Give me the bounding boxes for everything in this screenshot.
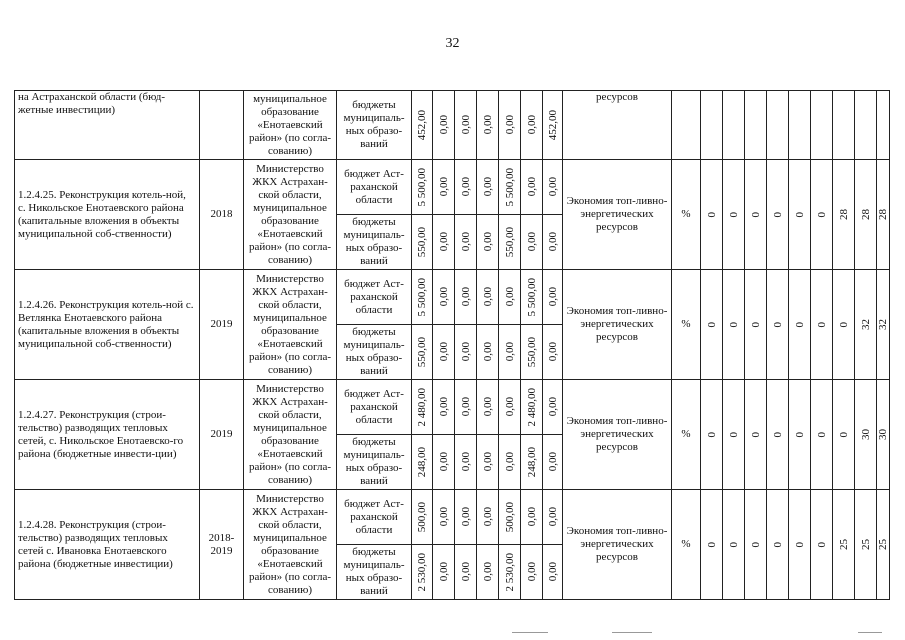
- indicator-cell: [789, 490, 811, 600]
- amount-cell-text: 0,00: [546, 452, 559, 472]
- indicator-cell-text: 32: [877, 319, 889, 330]
- indicator-cell: [767, 91, 789, 160]
- unit-cell: %: [672, 380, 701, 490]
- indicator-cell: [811, 270, 833, 380]
- measure-name-cell: 1.2.4.28. Реконструкция (строи-тельство) разводящих тепловых сетей с. Ивановка Енотаевского района (бюджетные инвестиции): [15, 490, 200, 600]
- indicator-cell-text: 0: [771, 321, 784, 328]
- amount-cell-text: 0,00: [503, 342, 516, 362]
- indicator-cell-text: 0: [705, 431, 718, 438]
- measure-name-cell: 1.2.4.27. Реконструкция (строи-тельство) разводящих тепловых сетей, с. Никольское Енотаевско-го района (бюджетные инвести-ции): [15, 380, 200, 490]
- measure-name-cell: на Астраханской области (бюд-жетные инвестиции): [15, 91, 200, 160]
- amount-cell: [455, 545, 477, 600]
- indicator-cell: [833, 380, 855, 490]
- indicator-cell: [745, 490, 767, 600]
- amount-cell: [521, 215, 543, 270]
- amount-cell-text: 0,00: [546, 177, 559, 197]
- amount-cell-text: 0,00: [459, 177, 472, 197]
- amount-cell: [433, 270, 455, 325]
- indicator-cell: [855, 91, 877, 160]
- amount-cell: [521, 380, 543, 435]
- amount-cell: [412, 545, 433, 600]
- amount-cell-text: 550,00: [525, 336, 538, 368]
- indicator-cell: [745, 91, 767, 160]
- amount-cell-text: 0,00: [437, 177, 450, 197]
- indicator-cell-text: 0: [771, 211, 784, 218]
- amount-cell-text: 248,00: [525, 446, 538, 478]
- indicator-cell-text: 0: [793, 211, 806, 218]
- indicator-cell: [811, 160, 833, 270]
- amount-cell-text: 0,00: [481, 232, 494, 252]
- amount-cell-text: 0,00: [503, 115, 516, 135]
- amount-cell: [412, 325, 433, 380]
- amount-cell-text: 0,00: [546, 507, 559, 527]
- indicator-cell: [855, 270, 877, 380]
- result-cell: ресурсов: [563, 91, 672, 160]
- funding-source-cell: бюджет Аст-раханской области: [337, 380, 412, 435]
- amount-cell: [521, 490, 543, 545]
- amount-cell-text: 5 500,00: [416, 277, 428, 317]
- indicator-cell-text: 0: [815, 541, 828, 548]
- funding-source-cell: бюджеты муниципаль-ных образо-ваний: [337, 215, 412, 270]
- amount-cell-text: 550,00: [503, 226, 516, 258]
- amount-cell: [521, 325, 543, 380]
- scan-artifact: [612, 632, 652, 633]
- amount-cell: [477, 545, 499, 600]
- indicator-cell: [877, 270, 890, 380]
- amount-cell: [499, 380, 521, 435]
- amount-cell: [412, 270, 433, 325]
- indicator-cell-text: 0: [749, 431, 762, 438]
- table-row: [15, 490, 890, 545]
- amount-cell: [477, 160, 499, 215]
- indicator-cell-text: 0: [749, 321, 762, 328]
- amount-cell: [499, 160, 521, 215]
- indicator-cell: [789, 270, 811, 380]
- amount-cell: [543, 435, 563, 490]
- amount-cell-text: 0,00: [481, 507, 494, 527]
- indicator-cell-text: 0: [837, 431, 850, 438]
- indicator-cell: [701, 490, 723, 600]
- amount-cell-text: 550,00: [416, 336, 428, 368]
- indicator-cell: [723, 490, 745, 600]
- unit-cell: %: [672, 490, 701, 600]
- amount-cell: [543, 545, 563, 600]
- amount-cell-text: 0,00: [546, 287, 559, 307]
- indicator-cell-text: 0: [793, 321, 806, 328]
- amount-cell: [433, 545, 455, 600]
- amount-cell: [543, 270, 563, 325]
- amount-cell-text: 0,00: [459, 507, 472, 527]
- amount-cell: [412, 91, 433, 160]
- indicator-cell-text: 0: [815, 321, 828, 328]
- scan-artifact: [512, 632, 548, 633]
- amount-cell-text: 2 480,00: [416, 387, 428, 427]
- indicator-cell: [701, 270, 723, 380]
- amount-cell-text: 0,00: [481, 397, 494, 417]
- indicator-cell-text: 0: [771, 431, 784, 438]
- indicator-cell: [855, 490, 877, 600]
- indicator-cell: [789, 160, 811, 270]
- amount-cell-text: 248,00: [416, 446, 428, 478]
- indicator-cell-text: 0: [815, 431, 828, 438]
- result-cell: Экономия топ-ливно-энергетических ресурсов: [563, 490, 672, 600]
- amount-cell-text: 0,00: [437, 452, 450, 472]
- unit-cell: %: [672, 160, 701, 270]
- scan-artifact: [858, 632, 882, 633]
- amount-cell: [477, 380, 499, 435]
- amount-cell: [521, 160, 543, 215]
- amount-cell: [477, 215, 499, 270]
- year-cell: 2018-2019: [200, 490, 244, 600]
- amount-cell: [543, 325, 563, 380]
- indicator-cell: [811, 380, 833, 490]
- amount-cell-text: 550,00: [416, 226, 428, 258]
- amount-cell: [543, 380, 563, 435]
- indicator-cell-text: 0: [727, 211, 740, 218]
- indicator-cell-text: 28: [877, 209, 889, 220]
- amount-cell: [455, 380, 477, 435]
- amount-cell-text: 0,00: [459, 397, 472, 417]
- amount-cell: [455, 270, 477, 325]
- amount-cell: [543, 215, 563, 270]
- year-cell: 2019: [200, 270, 244, 380]
- funding-source-cell: бюджеты муниципаль-ных образо-ваний: [337, 91, 412, 160]
- amount-cell: [412, 215, 433, 270]
- amount-cell: [433, 380, 455, 435]
- indicator-cell-text: 0: [771, 541, 784, 548]
- indicator-cell-text: 25: [877, 539, 889, 550]
- amount-cell: [433, 325, 455, 380]
- amount-cell-text: 0,00: [459, 452, 472, 472]
- indicator-cell: [701, 91, 723, 160]
- indicator-cell-text: 28: [837, 209, 850, 220]
- indicator-cell-text: 25: [859, 539, 872, 550]
- amount-cell: [499, 215, 521, 270]
- amount-cell: [433, 160, 455, 215]
- amount-cell: [521, 435, 543, 490]
- amount-cell: [433, 490, 455, 545]
- amount-cell-text: 5 500,00: [525, 277, 538, 317]
- indicator-cell: [767, 380, 789, 490]
- indicator-cell: [833, 490, 855, 600]
- result-cell: Экономия топ-ливно-энергетических ресурсов: [563, 270, 672, 380]
- amount-cell: [455, 160, 477, 215]
- amount-cell-text: 0,00: [459, 287, 472, 307]
- amount-cell-text: 0,00: [437, 287, 450, 307]
- indicator-cell: [811, 91, 833, 160]
- amount-cell-text: 0,00: [437, 397, 450, 417]
- indicator-cell-text: 0: [793, 541, 806, 548]
- indicator-cell: [723, 380, 745, 490]
- amount-cell-text: 0,00: [481, 287, 494, 307]
- indicator-cell: [701, 160, 723, 270]
- amount-cell-text: 0,00: [525, 562, 538, 582]
- amount-cell-text: 0,00: [459, 342, 472, 362]
- amount-cell-text: 0,00: [437, 232, 450, 252]
- amount-cell-text: 0,00: [546, 342, 559, 362]
- indicator-cell-text: 0: [815, 211, 828, 218]
- indicator-cell-text: 30: [877, 429, 889, 440]
- indicator-cell: [767, 270, 789, 380]
- amount-cell-text: 0,00: [525, 232, 538, 252]
- amount-cell-text: 5 500,00: [503, 167, 516, 207]
- amount-cell-text: 0,00: [437, 342, 450, 362]
- indicator-cell-text: 0: [705, 541, 718, 548]
- amount-cell: [521, 91, 543, 160]
- amount-cell: [543, 91, 563, 160]
- indicator-cell: [723, 91, 745, 160]
- amount-cell-text: 0,00: [481, 562, 494, 582]
- indicator-cell: [767, 490, 789, 600]
- indicator-cell: [723, 270, 745, 380]
- amount-cell: [433, 215, 455, 270]
- unit-cell: %: [672, 270, 701, 380]
- executor-cell: Министерство ЖКХ Астрахан-ской области, муниципальное образование «Енотаевский район» (по согла-сованию): [244, 490, 337, 600]
- amount-cell: [499, 325, 521, 380]
- amount-cell: [499, 545, 521, 600]
- result-cell: Экономия топ-ливно-энергетических ресурсов: [563, 380, 672, 490]
- amount-cell-text: 0,00: [525, 115, 538, 135]
- indicator-cell-text: 0: [727, 431, 740, 438]
- funding-source-cell: бюджеты муниципаль-ных образо-ваний: [337, 435, 412, 490]
- amount-cell: [412, 490, 433, 545]
- amount-cell-text: 0,00: [481, 115, 494, 135]
- indicator-cell: [811, 490, 833, 600]
- indicator-cell: [833, 160, 855, 270]
- executor-cell: муниципальное образование «Енотаевский район» (по согла-сованию): [244, 91, 337, 160]
- amount-cell: [477, 490, 499, 545]
- amount-cell-text: 0,00: [525, 177, 538, 197]
- program-table: [14, 90, 890, 600]
- indicator-cell: [877, 380, 890, 490]
- indicator-cell-text: 32: [859, 319, 872, 330]
- amount-cell: [433, 435, 455, 490]
- amount-cell: [477, 91, 499, 160]
- amount-cell-text: 5 500,00: [416, 167, 428, 207]
- indicator-cell: [833, 270, 855, 380]
- table-row: [15, 91, 890, 160]
- amount-cell: [412, 435, 433, 490]
- result-cell: Экономия топ-ливно-энергетических ресурсов: [563, 160, 672, 270]
- executor-cell: Министерство ЖКХ Астрахан-ской области, муниципальное образование «Енотаевский район» (по согла-сованию): [244, 270, 337, 380]
- amount-cell-text: 0,00: [459, 562, 472, 582]
- indicator-cell: [767, 160, 789, 270]
- amount-cell: [477, 435, 499, 490]
- amount-cell-text: 0,00: [546, 562, 559, 582]
- unit-cell: [672, 91, 701, 160]
- year-cell: 2019: [200, 380, 244, 490]
- table-row: [15, 270, 890, 325]
- measure-name-cell: 1.2.4.26. Реконструкция котель-ной с. Ветлянка Енотаевского района (капитальные вложения в объекты муниципальной соб-ственности): [15, 270, 200, 380]
- indicator-cell: [701, 380, 723, 490]
- amount-cell: [455, 325, 477, 380]
- amount-cell-text: 0,00: [525, 507, 538, 527]
- amount-cell-text: 452,00: [416, 109, 428, 141]
- amount-cell-text: 2 480,00: [525, 387, 538, 427]
- funding-source-cell: бюджеты муниципаль-ных образо-ваний: [337, 325, 412, 380]
- indicator-cell: [877, 91, 890, 160]
- funding-source-cell: бюджет Аст-раханской области: [337, 160, 412, 215]
- amount-cell: [477, 270, 499, 325]
- amount-cell: [543, 490, 563, 545]
- indicator-cell: [855, 380, 877, 490]
- indicator-cell-text: 0: [749, 211, 762, 218]
- indicator-cell: [789, 380, 811, 490]
- funding-source-cell: бюджеты муниципаль-ных образо-ваний: [337, 545, 412, 600]
- amount-cell-text: 0,00: [459, 232, 472, 252]
- amount-cell-text: 0,00: [481, 342, 494, 362]
- amount-cell: [521, 545, 543, 600]
- executor-cell: Министерство ЖКХ Астрахан-ской области, муниципальное образование «Енотаевский район» (по согла-сованию): [244, 160, 337, 270]
- amount-cell-text: 2 530,00: [503, 552, 516, 592]
- amount-cell: [412, 380, 433, 435]
- indicator-cell: [745, 160, 767, 270]
- amount-cell-text: 0,00: [546, 397, 559, 417]
- amount-cell-text: 0,00: [437, 115, 450, 135]
- amount-cell: [455, 490, 477, 545]
- amount-cell: [521, 270, 543, 325]
- page-number: 32: [445, 36, 460, 51]
- indicator-cell-text: 0: [705, 321, 718, 328]
- indicator-cell-text: 0: [749, 541, 762, 548]
- indicator-cell: [745, 270, 767, 380]
- funding-source-cell: бюджет Аст-раханской области: [337, 270, 412, 325]
- indicator-cell-text: 0: [727, 321, 740, 328]
- amount-cell-text: 0,00: [437, 562, 450, 582]
- amount-cell: [499, 91, 521, 160]
- amount-cell-text: 0,00: [481, 452, 494, 472]
- amount-cell-text: 500,00: [503, 501, 516, 533]
- indicator-cell-text: 25: [837, 539, 850, 550]
- table-row: [15, 160, 890, 215]
- amount-cell: [455, 215, 477, 270]
- amount-cell: [412, 160, 433, 215]
- executor-cell: Министерство ЖКХ Астрахан-ской области, муниципальное образование «Енотаевский район» (по согла-сованию): [244, 380, 337, 490]
- amount-cell: [433, 91, 455, 160]
- funding-source-cell: бюджет Аст-раханской области: [337, 490, 412, 545]
- indicator-cell-text: 0: [793, 431, 806, 438]
- amount-cell-text: 0,00: [546, 232, 559, 252]
- indicator-cell-text: 28: [859, 209, 872, 220]
- indicator-cell: [723, 160, 745, 270]
- amount-cell-text: 500,00: [416, 501, 428, 533]
- amount-cell-text: 0,00: [437, 507, 450, 527]
- year-cell: 2018: [200, 160, 244, 270]
- amount-cell-text: 0,00: [503, 452, 516, 472]
- amount-cell: [499, 490, 521, 545]
- indicator-cell: [833, 91, 855, 160]
- indicator-cell: [789, 91, 811, 160]
- amount-cell: [499, 270, 521, 325]
- indicator-cell: [877, 490, 890, 600]
- indicator-cell: [745, 380, 767, 490]
- amount-cell-text: 0,00: [459, 115, 472, 135]
- indicator-cell-text: 0: [727, 541, 740, 548]
- amount-cell: [543, 160, 563, 215]
- table-row: [15, 380, 890, 435]
- indicator-cell-text: 30: [859, 429, 872, 440]
- indicator-cell: [877, 160, 890, 270]
- indicator-cell: [855, 160, 877, 270]
- amount-cell: [477, 325, 499, 380]
- amount-cell: [455, 435, 477, 490]
- indicator-cell-text: 0: [705, 211, 718, 218]
- amount-cell-text: 0,00: [503, 397, 516, 417]
- amount-cell: [455, 91, 477, 160]
- amount-cell-text: 452,00: [546, 109, 559, 141]
- amount-cell-text: 2 530,00: [416, 552, 428, 592]
- amount-cell: [499, 435, 521, 490]
- indicator-cell-text: 0: [837, 321, 850, 328]
- amount-cell-text: 0,00: [503, 287, 516, 307]
- amount-cell-text: 0,00: [481, 177, 494, 197]
- measure-name-cell: 1.2.4.25. Реконструкция котель-ной, с. Никольское Енотаевского района (капитальные вложения в объекты муниципальной соб-ственности): [15, 160, 200, 270]
- year-cell: [200, 91, 244, 160]
